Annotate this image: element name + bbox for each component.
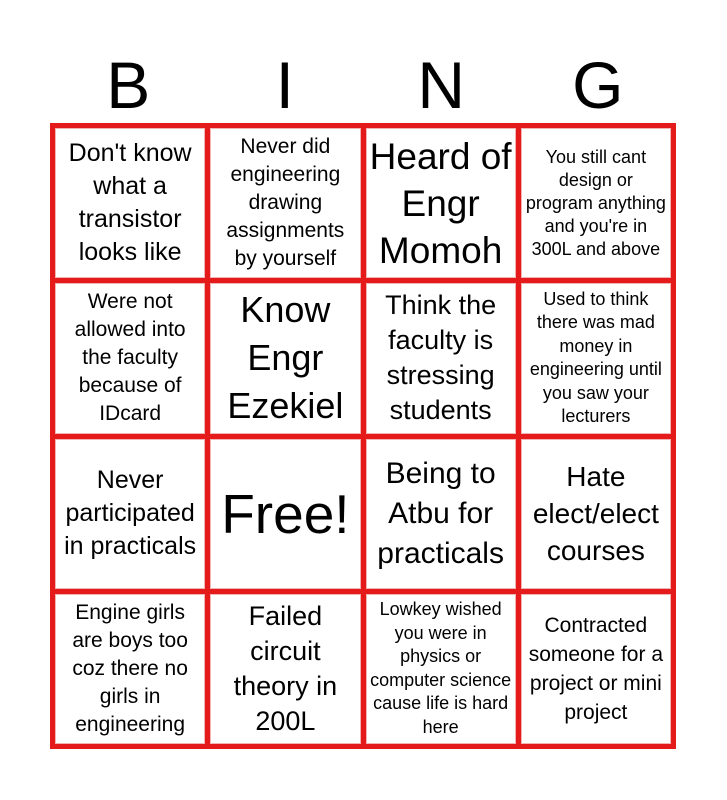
cell-text: Never participated in practicals bbox=[64, 466, 197, 561]
cell-text: Contracted someone for a project or mini project bbox=[528, 613, 663, 724]
bingo-cell[interactable] bbox=[210, 594, 360, 744]
cell-text: Lowkey wished you were in physics or computer science cause life is hard here bbox=[370, 599, 512, 737]
bingo-cell[interactable] bbox=[366, 439, 516, 589]
bingo-cell[interactable] bbox=[366, 128, 516, 278]
cell-text: Don't know what a transistor looks like bbox=[68, 139, 192, 267]
cell-text: Engine girls are boys too coz there no girls in engineering bbox=[72, 600, 188, 736]
bingo-cell[interactable] bbox=[55, 283, 205, 433]
cell-text: Think the faculty is stressing students bbox=[385, 290, 497, 426]
bingo-cell[interactable] bbox=[55, 594, 205, 744]
bingo-board bbox=[50, 123, 676, 749]
cell-text: Know Engr Ezekiel bbox=[227, 289, 344, 427]
bingo-cell[interactable] bbox=[521, 128, 671, 278]
bingo-header bbox=[50, 50, 676, 120]
bingo-cell[interactable] bbox=[55, 128, 205, 278]
cell-text: Heard of Engr Momoh bbox=[369, 135, 512, 271]
bingo-cell[interactable] bbox=[210, 128, 360, 278]
bingo-cell[interactable] bbox=[55, 439, 205, 589]
cell-text: Being to Atbu for practicals bbox=[377, 456, 504, 570]
cell-text: Used to think there was mad money in engineering until you saw your lecturers bbox=[529, 288, 662, 427]
bingo-cell[interactable] bbox=[210, 439, 360, 589]
bingo-cell[interactable] bbox=[521, 439, 671, 589]
bingo-cell[interactable] bbox=[210, 283, 360, 433]
header-letter-i: I bbox=[275, 48, 294, 122]
cell-text: Never did engineering drawing assignments by yourself bbox=[226, 135, 345, 271]
header-letter-b: B bbox=[106, 48, 151, 122]
bingo-cell[interactable] bbox=[366, 283, 516, 433]
bingo-cell[interactable] bbox=[366, 594, 516, 744]
cell-text: Failed circuit theory in 200L bbox=[233, 600, 338, 736]
cell-text: You still cant design or program anything and you're in 300L and above bbox=[525, 146, 666, 259]
cell-text: Free! bbox=[221, 482, 350, 545]
header-letter-n: N bbox=[417, 48, 466, 122]
cell-text: Were not allowed into the faculty because of IDcard bbox=[74, 290, 186, 426]
bingo-cell[interactable] bbox=[521, 283, 671, 433]
bingo-cell[interactable] bbox=[521, 594, 671, 744]
cell-text: Hate elect/elect courses bbox=[532, 461, 659, 567]
header-letter-g: G bbox=[572, 48, 624, 122]
